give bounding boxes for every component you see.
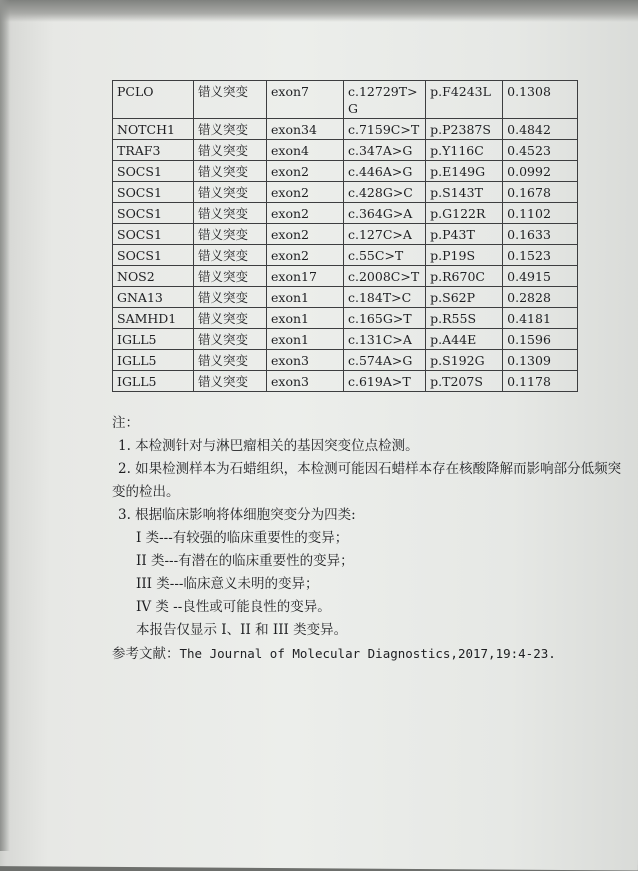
cdna-change-cell: c.428G>C <box>344 182 426 203</box>
protein-change-cell: p.P43T <box>426 224 503 245</box>
mutation-type-cell: 错义突变 <box>194 182 267 203</box>
protein-change-cell: p.S192G <box>426 350 503 371</box>
mutation-type-cell: 错义突变 <box>194 308 267 329</box>
notes-section <box>112 412 632 666</box>
exon-cell: exon7 <box>267 81 344 119</box>
reference <box>112 642 632 666</box>
exon-cell: exon3 <box>267 350 344 371</box>
gene-cell: SOCS1 <box>113 245 194 266</box>
notes-heading: 注： <box>112 415 139 431</box>
mutation-table <box>112 80 578 392</box>
cdna-change-cell: c.347A>G <box>344 140 426 161</box>
mutation-type-cell: 错义突变 <box>194 161 267 182</box>
table-row <box>113 266 578 287</box>
frequency-cell: 0.1308 <box>503 81 578 119</box>
table-row <box>113 81 578 119</box>
mutation-type-cell: 错义突变 <box>194 203 267 224</box>
exon-cell: exon1 <box>267 329 344 350</box>
cdna-change-cell: c.55C>T <box>344 245 426 266</box>
gene-cell: SOCS1 <box>113 161 194 182</box>
mutation-type-cell: 错义突变 <box>194 140 267 161</box>
note-item-3: 3. 根据临床影响将体细胞突变分为四类: <box>118 507 356 523</box>
mutation-type-cell: 错义突变 <box>194 224 267 245</box>
protein-change-cell: p.F4243L <box>426 81 503 119</box>
frequency-cell: 0.1309 <box>503 350 578 371</box>
frequency-cell: 0.1523 <box>503 245 578 266</box>
class-1: I 类---有较强的临床重要性的变异； <box>136 530 349 546</box>
cdna-change-cell: c.165G>T <box>344 308 426 329</box>
gene-cell: NOTCH1 <box>113 119 194 140</box>
cdna-change-cell: c.446A>G <box>344 161 426 182</box>
cdna-change-cell: c.12729T> G <box>344 81 426 119</box>
frequency-cell: 0.4181 <box>503 308 578 329</box>
exon-cell: exon2 <box>267 203 344 224</box>
reference-label: 参考文献： <box>112 646 180 662</box>
protein-change-cell: p.S143T <box>426 182 503 203</box>
protein-change-cell: p.E149G <box>426 161 503 182</box>
cdna-change-cell: c.131C>A <box>344 329 426 350</box>
protein-change-cell: p.P2387S <box>426 119 503 140</box>
table-row <box>113 329 578 350</box>
exon-cell: exon4 <box>267 140 344 161</box>
protein-change-cell: p.R55S <box>426 308 503 329</box>
frequency-cell: 0.1102 <box>503 203 578 224</box>
exon-cell: exon2 <box>267 161 344 182</box>
frequency-cell: 0.4915 <box>503 266 578 287</box>
class-3: III 类---临床意义未明的变异； <box>136 576 319 592</box>
table-row <box>113 371 578 392</box>
paper-shadow-left <box>0 0 10 851</box>
gene-cell: SOCS1 <box>113 224 194 245</box>
frequency-cell: 0.1178 <box>503 371 578 392</box>
mutation-type-cell: 错义突变 <box>194 329 267 350</box>
gene-cell: SAMHD1 <box>113 308 194 329</box>
table-row <box>113 203 578 224</box>
frequency-cell: 0.2828 <box>503 287 578 308</box>
protein-change-cell: p.S62P <box>426 287 503 308</box>
gene-cell: GNA13 <box>113 287 194 308</box>
table-row <box>113 245 578 266</box>
gene-cell: IGLL5 <box>113 350 194 371</box>
table-row <box>113 308 578 329</box>
mutation-type-cell: 错义突变 <box>194 287 267 308</box>
gene-cell: NOS2 <box>113 266 194 287</box>
note-item-2-cont: 变的检出。 <box>112 484 180 500</box>
note-item-2: 2. 如果检测样本为石蜡组织，本检测可能因石蜡样本存在核酸降解而影响部分低频突 <box>118 461 622 477</box>
mutation-type-cell: 错义突变 <box>194 266 267 287</box>
cdna-change-cell: c.364G>A <box>344 203 426 224</box>
mutation-type-cell: 错义突变 <box>194 119 267 140</box>
table-row <box>113 161 578 182</box>
mutation-type-cell: 错义突变 <box>194 245 267 266</box>
protein-change-cell: p.G122R <box>426 203 503 224</box>
class-4: IV 类 --良性或可能良性的变异。 <box>136 599 331 615</box>
table-row <box>113 182 578 203</box>
mutation-type-cell: 错义突变 <box>194 81 267 119</box>
cdna-change-cell: c.2008C>T <box>344 266 426 287</box>
exon-cell: exon2 <box>267 224 344 245</box>
exon-cell: exon1 <box>267 287 344 308</box>
exon-cell: exon17 <box>267 266 344 287</box>
exon-cell: exon34 <box>267 119 344 140</box>
exon-cell: exon1 <box>267 308 344 329</box>
protein-change-cell: p.R670C <box>426 266 503 287</box>
exon-cell: exon2 <box>267 182 344 203</box>
table-row <box>113 224 578 245</box>
gene-cell: IGLL5 <box>113 371 194 392</box>
protein-change-cell: p.Y116C <box>426 140 503 161</box>
frequency-cell: 0.1633 <box>503 224 578 245</box>
frequency-cell: 0.4842 <box>503 119 578 140</box>
cdna-change-cell: c.184T>C <box>344 287 426 308</box>
table-row <box>113 350 578 371</box>
gene-cell: SOCS1 <box>113 182 194 203</box>
mutation-type-cell: 错义突变 <box>194 371 267 392</box>
gene-cell: SOCS1 <box>113 203 194 224</box>
mutation-type-cell: 错义突变 <box>194 350 267 371</box>
exon-cell: exon3 <box>267 371 344 392</box>
protein-change-cell: p.P19S <box>426 245 503 266</box>
class-2: II 类---有潜在的临床重要性的变异； <box>136 553 354 569</box>
table-row <box>113 287 578 308</box>
cdna-change-cell: c.574A>G <box>344 350 426 371</box>
frequency-cell: 0.4523 <box>503 140 578 161</box>
cdna-change-cell: c.619A>T <box>344 371 426 392</box>
table-row <box>113 140 578 161</box>
report-note: 本报告仅显示 I、II 和 III 类变异。 <box>136 622 348 638</box>
paper-shadow-top <box>0 0 638 22</box>
frequency-cell: 0.0992 <box>503 161 578 182</box>
frequency-cell: 0.1678 <box>503 182 578 203</box>
gene-cell: TRAF3 <box>113 140 194 161</box>
gene-cell: PCLO <box>113 81 194 119</box>
protein-change-cell: p.A44E <box>426 329 503 350</box>
cdna-change-cell: c.127C>A <box>344 224 426 245</box>
frequency-cell: 0.1596 <box>503 329 578 350</box>
cdna-change-cell: c.7159C>T <box>344 119 426 140</box>
table-row <box>113 119 578 140</box>
reference-text: The Journal of Molecular Diagnostics,2017,19:4-23. <box>179 646 556 661</box>
note-item-1: 1. 本检测针对与淋巴瘤相关的基因突变位点检测。 <box>118 438 419 454</box>
exon-cell: exon2 <box>267 245 344 266</box>
protein-change-cell: p.T207S <box>426 371 503 392</box>
gene-cell: IGLL5 <box>113 329 194 350</box>
